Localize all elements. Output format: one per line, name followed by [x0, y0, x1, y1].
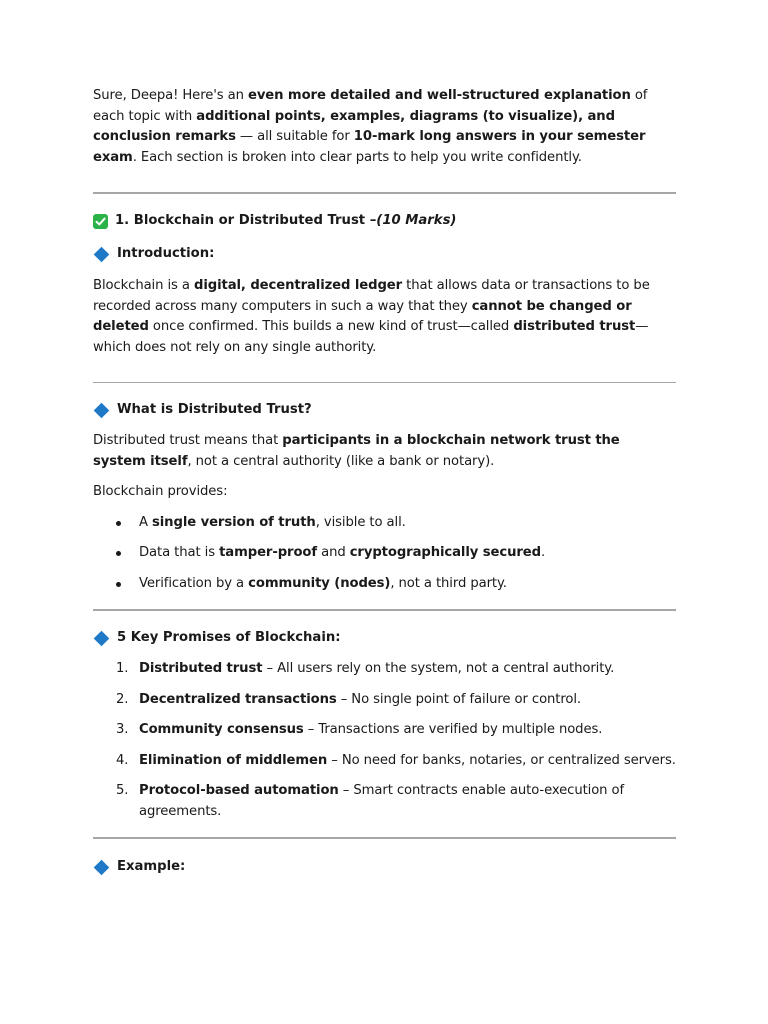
list-item: 3. Community consensus – Transactions are verified by multiple nodes.: [116, 722, 603, 737]
blue-diamond-icon: [94, 246, 110, 262]
distributed-trust-heading: What is Distributed Trust?: [93, 401, 676, 419]
divider: [93, 609, 676, 611]
distributed-trust-paragraph: Distributed trust means that participants in a blockchain network trust the system itself, not a central authority (like a bank or notary).: [93, 433, 620, 469]
divider: [93, 382, 676, 383]
provides-list: [93, 513, 676, 595]
intro-paragraph: Sure, Deepa! Here's an even more detailed and well-structured explanation of each topic with additional points, examples, diagrams (to visualize), and conclusion remarks — all suitable for 10-mark long answers in your semester exam. Each section is broken into clear parts to help you write confidently.: [93, 88, 648, 165]
check-mark-icon: [93, 214, 108, 229]
blue-diamond-icon: [94, 859, 110, 875]
list-item: 2. Decentralized transactions – No single point of failure or control.: [116, 691, 582, 707]
list-item: A single version of truth, visible to all.: [93, 513, 676, 534]
section-heading-text: 1. Blockchain or Distributed Trust –: [115, 213, 377, 228]
divider: [93, 192, 676, 194]
blue-diamond-icon: [94, 630, 110, 646]
promises-heading: 5 Key Promises of Blockchain:: [93, 629, 676, 647]
section-heading-marks: (10 Marks): [376, 213, 457, 228]
blue-diamond-icon: [94, 402, 110, 418]
list-item: Verification by a community (nodes), not a third party.: [93, 574, 676, 595]
list-item: 4. Elimination of middlemen – No need for banks, notaries, or centralized servers.: [116, 752, 676, 768]
list-item: 5. Protocol-based automation – Smart contracts enable auto-execution of agreements.: [116, 783, 625, 819]
introduction-heading: Introduction:: [93, 245, 676, 263]
list-item: 1. Distributed trust – All users rely on the system, not a central authority.: [116, 661, 615, 676]
list-item: Data that is tamper-proof and cryptographically secured.: [93, 543, 676, 564]
section-heading: [93, 212, 676, 230]
example-heading: Example:: [93, 858, 676, 876]
provides-paragraph: Blockchain provides:: [93, 484, 228, 499]
document-body: [93, 86, 676, 876]
divider: [93, 837, 676, 839]
introduction-paragraph: Blockchain is a digital, decentralized ledger that allows data or transactions to be recorded across many computers in such a way that they cannot be changed or deleted once confirmed. This builds a new kind of trust—called distributed trust—which does not rely on any single authority.: [93, 278, 650, 355]
promises-list: [93, 659, 676, 822]
